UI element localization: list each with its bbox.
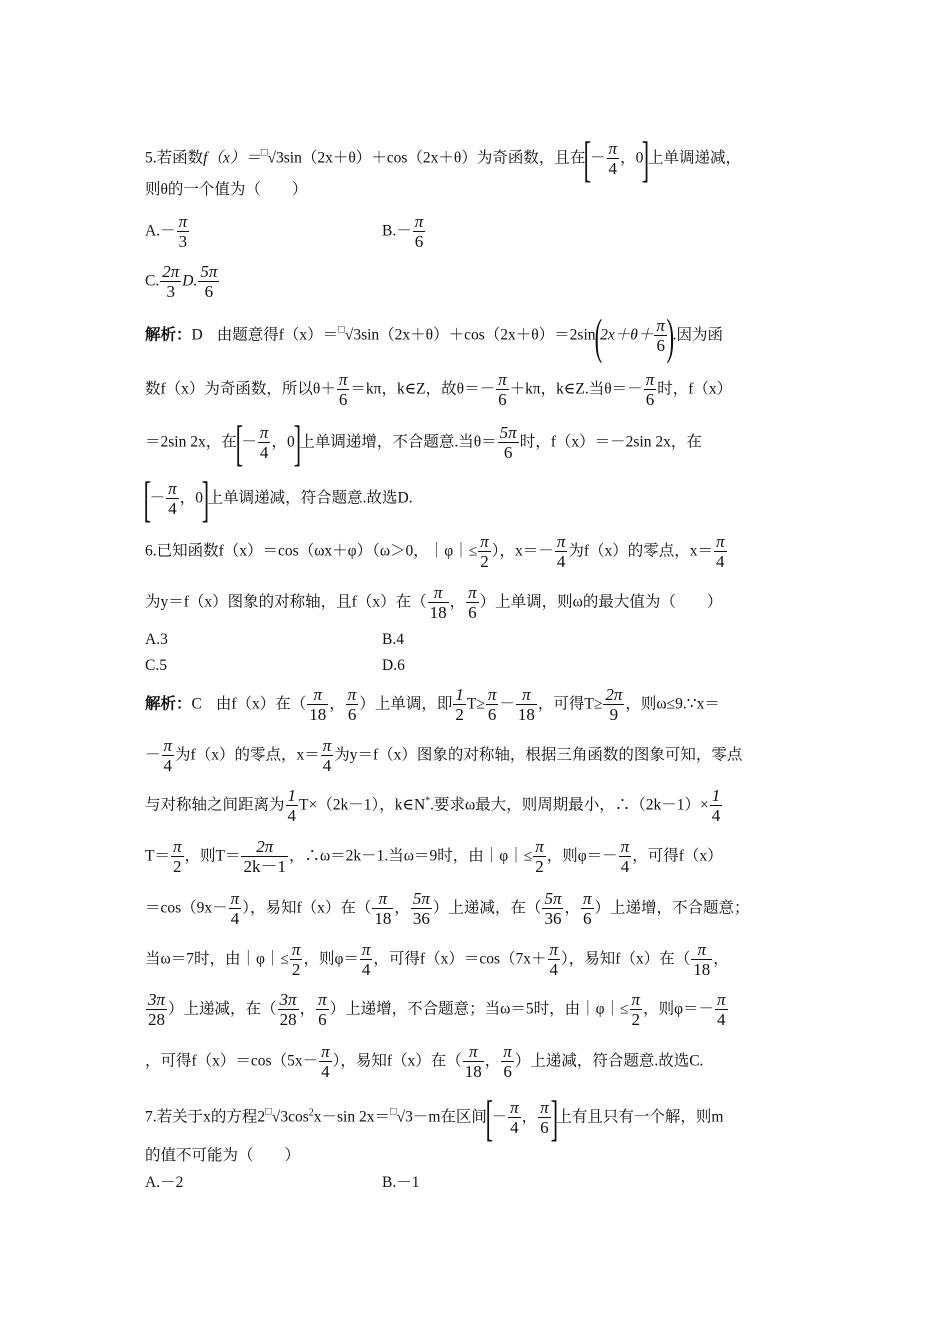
math-text: 4 — [555, 551, 568, 572]
math-text: － — [145, 746, 161, 764]
math-text: π — [291, 940, 301, 959]
math-text: C.5 — [145, 657, 167, 674]
math-text: √ — [267, 149, 276, 167]
math-text: π — [178, 212, 188, 231]
math-text: － — [590, 149, 606, 167]
math-text: ，则φ＝ — [303, 950, 359, 968]
math-text: ， — [394, 899, 410, 917]
math-text: ，可得T≥ — [537, 695, 603, 713]
math-text: 6 — [501, 1061, 514, 1082]
math-text: B.－ — [382, 222, 412, 240]
math-text: 7.若关于x的方程2 — [145, 1108, 266, 1126]
math-text: 与对称轴之间距离为 — [145, 796, 285, 814]
math-text: 0 — [195, 489, 203, 507]
math-text: 6 — [498, 442, 519, 463]
math-text: 4 — [319, 1061, 332, 1082]
math-text: 6.已知函数f（x）＝cos（ωx＋φ）（ω＞0，｜φ｜≤ — [145, 542, 478, 560]
math-text: 上单调递减，符合题意.故选D. — [207, 489, 413, 507]
fraction — [714, 532, 727, 572]
math-text: 6 — [337, 389, 350, 410]
fraction — [548, 940, 561, 980]
math-text: π — [631, 990, 641, 1009]
math-text: 18 — [374, 909, 392, 928]
math-text: 1 — [711, 786, 721, 805]
fraction — [542, 889, 563, 929]
math-text: □ — [265, 1105, 272, 1118]
math-text: D.6 — [382, 657, 405, 674]
math-text: B.－1 — [382, 1174, 420, 1191]
math-text: 9 — [603, 704, 624, 725]
sol5-line-1 — [145, 308, 723, 364]
math-text: 6 — [413, 231, 426, 252]
math-text: ，可得f（x）＝cos（5x－ — [145, 1052, 319, 1070]
math-text: π — [347, 685, 357, 704]
math-text: 18 — [429, 603, 447, 622]
fraction — [453, 685, 466, 725]
fraction — [581, 889, 594, 929]
q6-option-c — [145, 658, 167, 674]
fraction — [538, 1098, 551, 1138]
math-text: π — [414, 212, 424, 231]
fraction — [516, 685, 537, 725]
math-text: π — [620, 837, 630, 856]
sol6-line-3 — [145, 786, 723, 826]
fraction — [428, 583, 449, 623]
math-text: T＝ — [145, 847, 170, 865]
fraction — [478, 532, 491, 572]
math-text: T×（2k－1），k∈N — [299, 796, 426, 814]
math-text: 5π — [200, 262, 218, 281]
math-text: 2 — [630, 1009, 643, 1030]
q6-line-2 — [145, 583, 722, 623]
math-text: C. — [145, 272, 160, 290]
math-text: π — [163, 736, 173, 755]
fraction — [619, 837, 632, 877]
math-text: ＋kπ，k∈Z.当θ＝－ — [509, 380, 643, 398]
math-text: 则θ的一个值为（ ） — [145, 181, 308, 198]
fraction — [229, 889, 242, 929]
math-text: C — [191, 695, 202, 713]
math-text: D. — [182, 272, 198, 290]
math-text: ， — [713, 950, 729, 968]
math-text: 2π — [605, 685, 623, 704]
math-text: 时，f（x） — [657, 380, 733, 398]
math-text: ，则ω≤9.∵x＝ — [625, 695, 720, 713]
math-text: 18 — [693, 960, 711, 979]
fraction — [162, 736, 175, 776]
q5-option-b — [382, 212, 426, 252]
math-text: 3cos — [280, 1108, 309, 1126]
bracket: [ — [583, 131, 592, 187]
math-text: π — [321, 1042, 330, 1061]
math-text: B.4 — [382, 631, 404, 648]
sol5-line-4 — [143, 471, 413, 527]
math-text: π — [313, 685, 323, 704]
math-text: 4 — [714, 551, 727, 572]
math-text: π — [318, 990, 327, 1009]
math-text: 2 — [290, 959, 303, 980]
fraction — [146, 990, 167, 1030]
math-text: 4 — [258, 442, 271, 463]
math-text: 28 — [146, 1009, 167, 1030]
bracket: ] — [201, 471, 210, 527]
fraction — [498, 423, 519, 463]
math-text: 上有且只有一个解，则m — [556, 1108, 724, 1126]
math-text: 由题意得f（x）＝ — [216, 326, 339, 344]
math-text: π — [535, 837, 544, 856]
math-text: π — [433, 583, 443, 602]
math-text: π — [716, 532, 725, 551]
math-text: ）上递增，不合题意；当ω＝5时，由｜φ｜≤ — [329, 1000, 629, 1018]
math-text: 5.若函数 — [145, 149, 204, 167]
math-text: .因为函 — [672, 326, 723, 344]
math-text: － — [491, 1108, 508, 1126]
q5-line-1 — [145, 131, 741, 187]
fraction — [496, 370, 509, 410]
bracket: ( — [594, 308, 602, 364]
math-text: ，则T＝ — [184, 847, 241, 865]
math-text: ）上递减，符合题意.故选C. — [514, 1052, 704, 1070]
math-text: 18 — [464, 1062, 482, 1081]
q7-option-a — [145, 1175, 183, 1191]
math-text: ）上单调，即 — [359, 695, 453, 713]
fraction — [321, 736, 334, 776]
q6-option-a — [145, 632, 168, 648]
fraction — [177, 212, 190, 252]
math-text: 6 — [496, 389, 509, 410]
sol6-line-8 — [145, 1042, 703, 1082]
fraction — [555, 532, 568, 572]
math-text: － — [149, 489, 166, 507]
math-text: * — [425, 795, 431, 807]
math-text: 数f（x）为奇函数，所以θ＋ — [145, 380, 336, 398]
sol6-line-6 — [145, 940, 729, 980]
fraction — [372, 889, 393, 929]
math-text: 4 — [548, 959, 561, 980]
math-text: 为f（x）的零点，x＝ — [568, 542, 714, 560]
math-text: π — [656, 316, 665, 335]
math-text: 3－m在区间 — [405, 1108, 487, 1126]
math-text: 2π — [162, 262, 180, 281]
math-text: 0 — [635, 149, 644, 167]
sol6-line-2 — [145, 736, 742, 776]
math-text: 解析： — [145, 326, 192, 344]
fraction — [258, 423, 271, 463]
math-text: √ — [271, 1108, 281, 1126]
math-text: 当ω＝7时，由｜φ｜≤ — [145, 950, 289, 968]
math-text: 4 — [360, 959, 373, 980]
bracket: [ — [143, 471, 152, 527]
math-text: ， — [449, 593, 466, 611]
fraction — [307, 685, 328, 725]
math-text: π — [556, 532, 566, 551]
math-text: 28 — [278, 1009, 299, 1030]
math-text: 4 — [229, 908, 242, 929]
math-text: 6 — [198, 281, 219, 302]
math-text: π — [540, 1098, 549, 1117]
math-text: ，则φ＝－ — [643, 1000, 715, 1018]
math-text: π — [645, 370, 655, 389]
math-text: 3π — [148, 990, 166, 1009]
math-text: 3sin（2x＋θ）＋cos（2x＋θ）＝2sin — [353, 326, 596, 344]
fraction — [463, 1042, 484, 1082]
math-text: 4 — [287, 806, 297, 825]
math-text: ）上递减，在（ — [168, 1000, 277, 1018]
math-text: π — [697, 940, 706, 959]
math-text: π — [168, 479, 177, 498]
math-text: 2 — [478, 551, 491, 572]
math-text: π — [259, 423, 269, 442]
fraction — [171, 837, 184, 877]
bracket: ) — [666, 308, 675, 364]
q5-line-2 — [145, 182, 307, 198]
q6-option-b — [382, 632, 404, 648]
fraction — [644, 370, 657, 410]
fraction — [533, 837, 546, 877]
math-text: π — [510, 1098, 519, 1117]
fraction — [691, 940, 712, 980]
fraction — [413, 212, 426, 252]
math-text: ＝2sin 2x，在 — [145, 433, 237, 451]
math-text: ， — [299, 1000, 316, 1018]
math-text: ），易知f（x）在（ — [561, 950, 691, 968]
math-text: ），易知f（x）在（ — [242, 899, 372, 917]
fraction — [337, 370, 350, 410]
math-text: ，∴ω＝2k－1.当ω＝9时，由｜φ｜≤ — [288, 847, 533, 865]
math-text: ）上单调，则ω的最大值为（ ） — [479, 593, 723, 611]
math-text: π — [378, 889, 388, 908]
math-text: 为y＝f（x）图象的对称轴，且f（x）在（ — [145, 593, 427, 611]
math-text: π — [338, 370, 348, 389]
bracket: [ — [485, 1090, 494, 1146]
math-text: 6 — [346, 704, 359, 725]
math-text: 6 — [581, 908, 594, 929]
math-text: ， — [271, 433, 287, 451]
math-text: ， — [521, 1108, 538, 1126]
math-text: 解析： — [145, 695, 192, 713]
fraction — [198, 262, 219, 302]
fraction — [290, 940, 303, 980]
math-text: ，则φ＝－ — [546, 847, 618, 865]
math-text: － — [499, 695, 515, 713]
math-text: 1 — [287, 786, 297, 805]
math-text: 4 — [508, 1117, 521, 1138]
math-text: π — [503, 1042, 512, 1061]
math-text: π — [322, 736, 332, 755]
math-text: 2x＋θ＋ — [600, 326, 654, 344]
math-text: 36 — [411, 908, 432, 929]
fraction — [346, 685, 359, 725]
math-text: ）上递减，在（ — [432, 899, 542, 917]
q5-option-a — [145, 212, 190, 252]
fraction — [286, 786, 299, 826]
math-text: π — [522, 685, 531, 704]
math-text: 2 — [308, 1107, 314, 1119]
bracket: ] — [293, 415, 301, 471]
q7-line-2 — [145, 1148, 300, 1164]
fraction — [466, 583, 479, 623]
math-text: □ — [260, 146, 268, 159]
math-text: 3 — [160, 281, 181, 302]
q6-option-d — [382, 658, 405, 674]
math-text: ＝kπ，k∈Z，故θ＝－ — [350, 380, 496, 398]
fraction — [241, 837, 288, 877]
math-text: 36 — [542, 908, 563, 929]
math-text: 5π — [412, 889, 430, 908]
math-text: π — [172, 837, 182, 856]
math-text: 5π — [499, 423, 517, 442]
fraction — [603, 685, 624, 725]
math-text: 4 — [321, 755, 334, 776]
math-text: 2π — [256, 837, 274, 856]
math-text: 2 — [455, 705, 464, 724]
math-text: 为y＝f（x）图象的对称轴，根据三角函数的图象可知，零点 — [334, 746, 743, 764]
math-text: 时，f（x）＝－2sin 2x，在 — [519, 433, 702, 451]
math-text: 为f（x）的零点，x＝ — [175, 746, 320, 764]
math-text: π — [582, 889, 592, 908]
math-text: f（x）＝ — [203, 149, 261, 167]
fraction — [607, 139, 620, 179]
sol6-line-1 — [145, 685, 720, 725]
math-text: 5π — [544, 889, 562, 908]
math-text: 6 — [486, 704, 499, 725]
fraction — [160, 262, 181, 302]
math-text: π — [361, 940, 371, 959]
fraction — [316, 990, 329, 1030]
fraction — [319, 1042, 332, 1082]
math-text: 2 — [171, 856, 184, 877]
fraction — [654, 316, 667, 356]
math-text: π — [230, 889, 240, 908]
math-text: 6 — [654, 335, 667, 356]
math-text: □ — [338, 323, 345, 336]
bracket: ] — [641, 131, 650, 187]
sol5-line-3 — [145, 415, 702, 471]
math-text: 3sin（2x＋θ）＋cos（2x＋θ）为奇函数，且在 — [276, 149, 586, 167]
math-text: 3 — [177, 231, 190, 252]
math-text: ），易知f（x）在（ — [332, 1052, 462, 1070]
math-text: 4 — [619, 856, 632, 877]
math-text: D — [191, 326, 203, 344]
math-text: π — [469, 1042, 478, 1061]
fraction — [486, 685, 499, 725]
math-text: 4 — [162, 755, 175, 776]
math-text: π — [717, 990, 726, 1009]
math-text: 18 — [517, 705, 535, 724]
sol6-line-5 — [145, 889, 750, 929]
fraction — [278, 990, 299, 1030]
math-text: 6 — [316, 1009, 329, 1030]
math-text: π — [468, 583, 477, 602]
bracket: [ — [235, 415, 243, 471]
math-text: 4 — [607, 158, 620, 179]
math-text: π — [608, 139, 618, 158]
q5-option-cd — [145, 262, 220, 302]
math-text: 由f（x）在（ — [215, 695, 307, 713]
math-text: x－sin 2x＝ — [313, 1108, 390, 1126]
math-text: T≥ — [466, 695, 485, 713]
fraction — [166, 479, 179, 519]
bracket: ] — [550, 1090, 558, 1146]
math-text: 6 — [538, 1117, 551, 1138]
math-text: － — [241, 433, 257, 451]
math-text: √ — [344, 326, 354, 344]
math-text: ，可得f（x）＝cos（7x＋ — [373, 950, 547, 968]
math-text: A.－ — [145, 222, 176, 240]
math-text: π — [549, 940, 559, 959]
math-text: 4 — [711, 806, 721, 825]
math-text: A.－2 — [145, 1174, 184, 1191]
math-text: ＝cos（9x－ — [145, 899, 228, 917]
math-text: ， — [179, 489, 196, 507]
math-text: ， — [564, 899, 580, 917]
fraction — [411, 889, 432, 929]
math-text: 2k－1 — [243, 857, 286, 876]
math-text: 4 — [166, 498, 179, 519]
math-text: ， — [484, 1052, 501, 1070]
sol6-line-4 — [145, 837, 723, 877]
math-text: 上单调递增，不合题意.当θ＝ — [299, 433, 497, 451]
fraction — [508, 1098, 521, 1138]
math-text: ，可得f（x） — [632, 847, 723, 865]
math-text: ）上递增，不合题意； — [594, 899, 750, 917]
fraction — [710, 786, 723, 826]
math-text: □ — [389, 1105, 397, 1118]
math-text: .要求ω最大，则周期最小，∴（2k－1）× — [430, 796, 709, 814]
math-text: A.3 — [145, 631, 168, 648]
math-text: ），x＝－ — [491, 542, 554, 560]
math-text: 4 — [715, 1009, 728, 1030]
q7-line-1 — [145, 1090, 724, 1146]
q6-line-1 — [145, 532, 728, 572]
fraction — [630, 990, 643, 1030]
math-text: 3π — [279, 990, 297, 1009]
math-text: 0 — [286, 433, 295, 451]
sol5-line-2 — [145, 370, 732, 410]
math-text: π — [498, 370, 507, 389]
sol6-line-7 — [145, 990, 729, 1030]
fraction — [501, 1042, 514, 1082]
math-text: 2 — [533, 856, 546, 877]
q7-option-b — [382, 1175, 419, 1191]
math-text: π — [487, 685, 497, 704]
fraction — [360, 940, 373, 980]
math-text: ， — [329, 695, 345, 713]
math-text: π — [480, 532, 489, 551]
math-text: 上单调递减， — [647, 149, 741, 167]
math-text: 18 — [309, 705, 327, 724]
math-text: 6 — [644, 389, 657, 410]
math-text: 的值不可能为（ ） — [145, 1147, 301, 1164]
math-text: 1 — [455, 685, 464, 704]
fraction — [715, 990, 728, 1030]
math-text: ， — [620, 149, 636, 167]
math-text: √ — [396, 1108, 406, 1126]
math-text: 6 — [466, 602, 479, 623]
